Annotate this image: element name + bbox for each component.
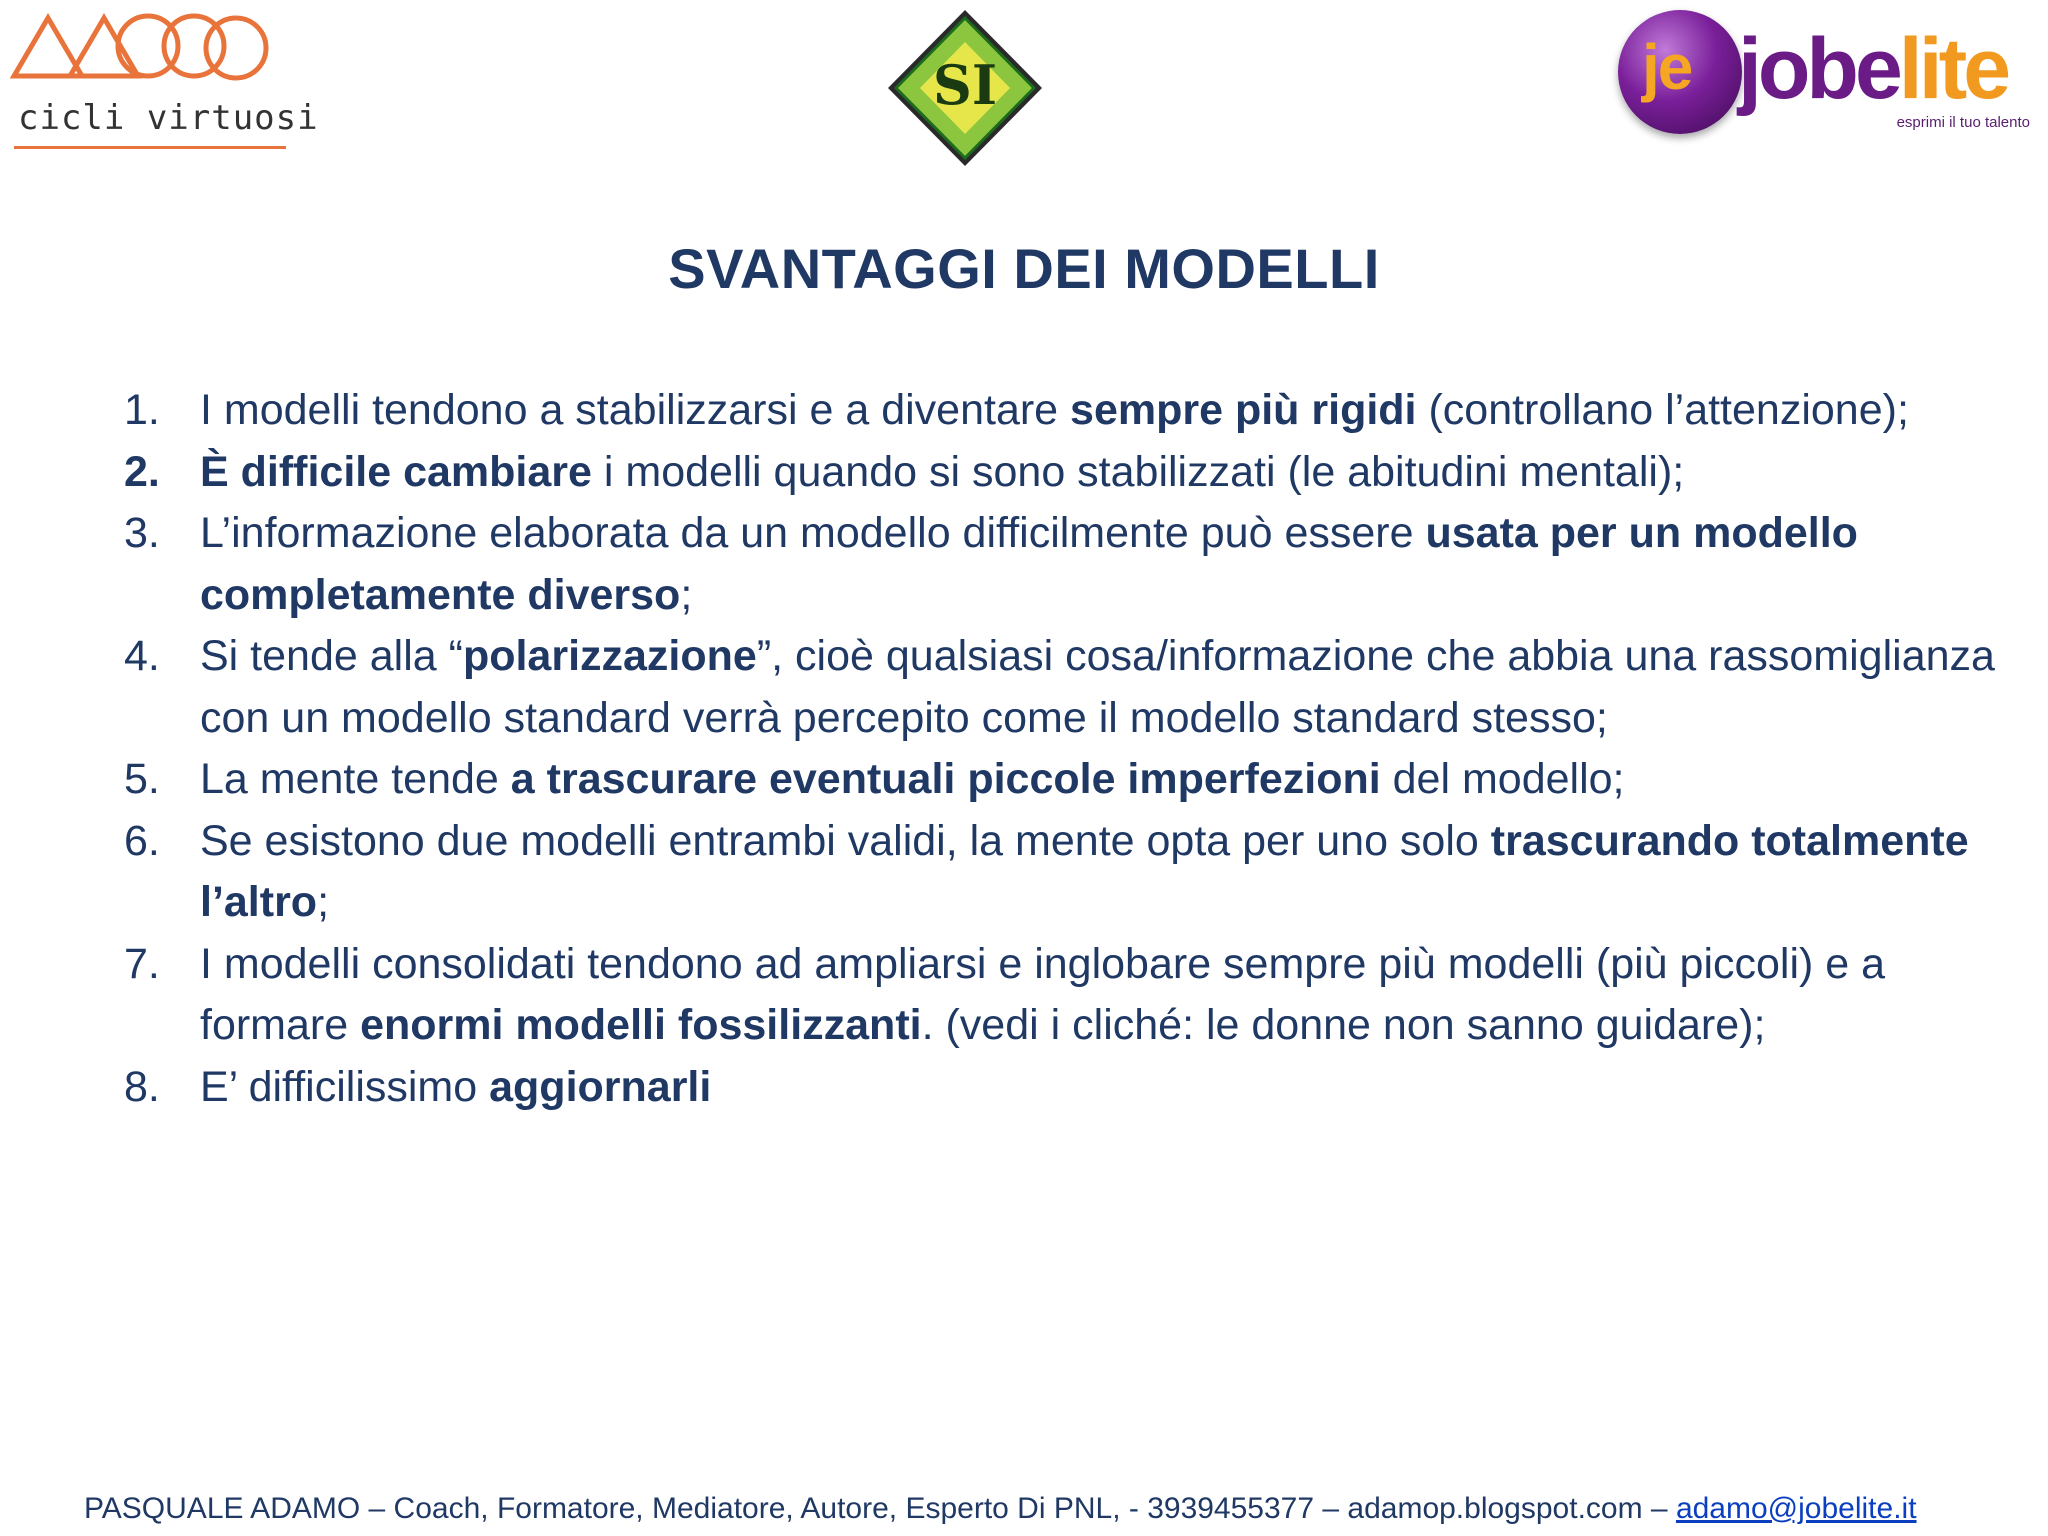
logo-left-text: cicli virtuosi — [18, 98, 319, 138]
list-item-text: E’ difficilissimo — [200, 1062, 490, 1111]
numbered-list — [120, 380, 2030, 1118]
list-item-text: . (vedi i cliché: le donne non sanno guidare); — [921, 1001, 1766, 1049]
list-item-text: ; — [680, 570, 693, 619]
list-item — [120, 1057, 2030, 1119]
list-item-emphasis: usata per un modello completamente diverso — [200, 509, 1858, 619]
logo-left-underline — [14, 146, 286, 149]
list-item — [120, 626, 2030, 749]
je-badge-text: je — [1642, 31, 1692, 103]
brand-tagline: esprimi il tuo talento — [1896, 114, 2030, 131]
diamond-badge-icon — [880, 4, 1050, 172]
brand-prefix: jobe — [1738, 21, 1899, 117]
list-item — [120, 442, 2030, 504]
list-item-text: I modelli tendono a stabilizzarsi e a diventare — [200, 386, 1071, 434]
list-item-emphasis: enormi modelli fossilizzanti — [360, 1001, 922, 1049]
list-item-number: 7. — [124, 939, 160, 988]
list-item-text: I modelli consolidati tendono ad ampliarsi e inglobare sempre più modelli (più piccoli) e a formare — [200, 939, 1886, 1049]
list-item-text: L’informazione elaborata da un modello difficilmente può essere — [200, 509, 1426, 557]
list-item-text: Se esistono due modelli entrambi validi, la mente opta per uno solo — [200, 816, 1491, 865]
list-item — [120, 749, 2030, 811]
list-item-text: i modelli quando si sono stabilizzati (le abitudini mentali); — [591, 447, 1685, 496]
list-item-number: 6. — [124, 816, 160, 865]
list-item-text: La mente tende — [200, 755, 511, 803]
list-item — [120, 811, 2030, 934]
center-monogram: SI — [932, 53, 998, 117]
slide-title: SVANTAGGI DEI MODELLI — [668, 237, 1380, 300]
logo-cicli-virtuosi — [8, 6, 319, 156]
list-item — [120, 503, 2030, 626]
list-item-number: 2. — [124, 447, 160, 496]
footer-text: PASQUALE ADAMO – Coach, Formatore, Mediatore, Autore, Esperto Di PNL, - 3939455377 – adamop.blogspot.com – — [84, 1492, 1676, 1525]
list-item-text: del modello; — [1380, 755, 1625, 803]
list-item-text: Si tende alla “ — [200, 632, 463, 680]
footer-email-link[interactable]: adamo@jobelite.it — [1675, 1492, 1917, 1525]
list-item-number: 8. — [124, 1062, 160, 1111]
list-item-emphasis: trascurando totalmente l’altro — [200, 816, 1969, 926]
list-item-number: 1. — [124, 386, 160, 434]
list-item-number: 5. — [124, 755, 160, 803]
footer — [84, 1492, 1917, 1526]
brand-name — [1738, 21, 2008, 117]
logo-jobelite — [1618, 8, 2038, 138]
list-item-text: ”, cioè qualsiasi cosa/informazione che abbia una rassomiglianza con un modello standard verrà percepito come il modello standard stesso; — [200, 632, 1995, 742]
list-item-emphasis: a trascurare eventuali piccole imperfezioni — [510, 755, 1381, 803]
cicli-virtuosi-mark-icon — [8, 6, 298, 96]
list-item-text: (controllano l’attenzione); — [1416, 386, 1909, 434]
list-item — [120, 380, 2030, 442]
list-item-number: 3. — [124, 509, 160, 557]
list-item-text: ; — [317, 878, 330, 926]
list-item-emphasis: polarizzazione — [462, 632, 757, 680]
brand-suffix: lite — [1898, 21, 2008, 117]
list-item-emphasis: È difficile cambiare — [200, 447, 592, 496]
list-item-emphasis: aggiornarli — [489, 1062, 712, 1111]
logo-center — [880, 4, 1050, 172]
list-item-number: 4. — [124, 632, 160, 680]
list-item — [120, 934, 2030, 1057]
list-item-emphasis: sempre più rigidi — [1070, 386, 1417, 434]
